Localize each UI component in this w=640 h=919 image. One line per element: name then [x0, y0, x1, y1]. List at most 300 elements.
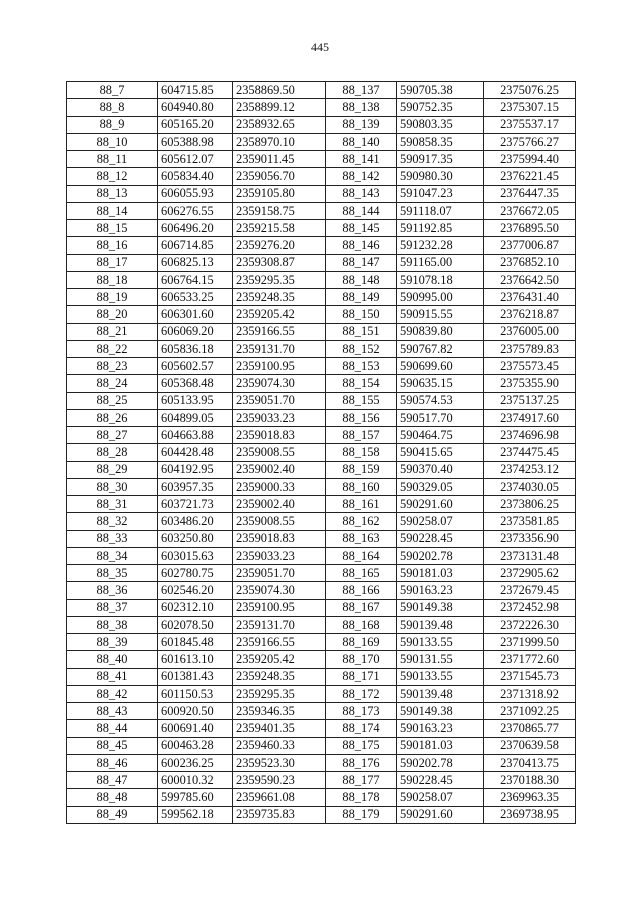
- table-row: [67, 496, 576, 513]
- point-id-cell: 88_166: [326, 582, 397, 599]
- y-coordinate-cell: 2376672.05: [484, 202, 576, 219]
- x-coordinate-cell: 605602.57: [158, 358, 233, 375]
- y-coordinate-cell: 2370639.58: [484, 737, 576, 754]
- point-id-cell: 88_152: [326, 340, 397, 357]
- table-row: [67, 375, 576, 392]
- x-coordinate-cell: 601613.10: [158, 651, 233, 668]
- y-coordinate-cell: 2359735.83: [233, 806, 326, 823]
- point-id-cell: 88_147: [326, 254, 397, 271]
- x-coordinate-cell: 590258.07: [397, 513, 484, 530]
- y-coordinate-cell: 2375307.15: [484, 99, 576, 116]
- y-coordinate-cell: 2374475.45: [484, 444, 576, 461]
- y-coordinate-cell: 2358970.10: [233, 133, 326, 150]
- point-id-cell: 88_176: [326, 754, 397, 771]
- table-row: [67, 685, 576, 702]
- y-coordinate-cell: 2377006.87: [484, 237, 576, 254]
- x-coordinate-cell: 603250.80: [158, 530, 233, 547]
- x-coordinate-cell: 601381.43: [158, 668, 233, 685]
- y-coordinate-cell: 2359295.35: [233, 271, 326, 288]
- point-id-cell: 88_11: [67, 151, 158, 168]
- y-coordinate-cell: 2372679.45: [484, 582, 576, 599]
- y-coordinate-cell: 2359008.55: [233, 444, 326, 461]
- y-coordinate-cell: 2376221.45: [484, 168, 576, 185]
- x-coordinate-cell: 590139.48: [397, 685, 484, 702]
- x-coordinate-cell: 590574.53: [397, 392, 484, 409]
- y-coordinate-cell: 2359523.30: [233, 754, 326, 771]
- y-coordinate-cell: 2374917.60: [484, 409, 576, 426]
- point-id-cell: 88_148: [326, 271, 397, 288]
- table-row: [67, 220, 576, 237]
- point-id-cell: 88_154: [326, 375, 397, 392]
- point-id-cell: 88_14: [67, 202, 158, 219]
- point-id-cell: 88_20: [67, 306, 158, 323]
- y-coordinate-cell: 2359105.80: [233, 185, 326, 202]
- table-row: [67, 547, 576, 564]
- point-id-cell: 88_169: [326, 634, 397, 651]
- x-coordinate-cell: 590415.65: [397, 444, 484, 461]
- y-coordinate-cell: 2359346.35: [233, 703, 326, 720]
- table-row: [67, 513, 576, 530]
- x-coordinate-cell: 590181.03: [397, 565, 484, 582]
- y-coordinate-cell: 2359033.23: [233, 547, 326, 564]
- x-coordinate-cell: 590149.38: [397, 703, 484, 720]
- table-row: [67, 116, 576, 133]
- y-coordinate-cell: 2375076.25: [484, 82, 576, 99]
- x-coordinate-cell: 590517.70: [397, 409, 484, 426]
- point-id-cell: 88_44: [67, 720, 158, 737]
- x-coordinate-cell: 590329.05: [397, 478, 484, 495]
- table-row: [67, 789, 576, 806]
- x-coordinate-cell: 590635.15: [397, 375, 484, 392]
- table-row: [67, 651, 576, 668]
- point-id-cell: 88_37: [67, 599, 158, 616]
- table-row: [67, 754, 576, 771]
- table-row: [67, 151, 576, 168]
- point-id-cell: 88_22: [67, 340, 158, 357]
- point-id-cell: 88_17: [67, 254, 158, 271]
- point-id-cell: 88_172: [326, 685, 397, 702]
- y-coordinate-cell: 2359011.45: [233, 151, 326, 168]
- x-coordinate-cell: 604715.85: [158, 82, 233, 99]
- x-coordinate-cell: 603721.73: [158, 496, 233, 513]
- point-id-cell: 88_46: [67, 754, 158, 771]
- y-coordinate-cell: 2359100.95: [233, 599, 326, 616]
- y-coordinate-cell: 2358932.65: [233, 116, 326, 133]
- y-coordinate-cell: 2369963.35: [484, 789, 576, 806]
- point-id-cell: 88_153: [326, 358, 397, 375]
- point-id-cell: 88_162: [326, 513, 397, 530]
- y-coordinate-cell: 2371318.92: [484, 685, 576, 702]
- x-coordinate-cell: 600236.25: [158, 754, 233, 771]
- x-coordinate-cell: 590291.60: [397, 496, 484, 513]
- point-id-cell: 88_150: [326, 306, 397, 323]
- x-coordinate-cell: 590291.60: [397, 806, 484, 823]
- x-coordinate-cell: 600691.40: [158, 720, 233, 737]
- point-id-cell: 88_41: [67, 668, 158, 685]
- y-coordinate-cell: 2359248.35: [233, 289, 326, 306]
- point-id-cell: 88_155: [326, 392, 397, 409]
- y-coordinate-cell: 2376431.40: [484, 289, 576, 306]
- point-id-cell: 88_145: [326, 220, 397, 237]
- x-coordinate-cell: 591047.23: [397, 185, 484, 202]
- table-row: [67, 444, 576, 461]
- point-id-cell: 88_161: [326, 496, 397, 513]
- y-coordinate-cell: 2376005.00: [484, 323, 576, 340]
- x-coordinate-cell: 604940.80: [158, 99, 233, 116]
- x-coordinate-cell: 605165.20: [158, 116, 233, 133]
- point-id-cell: 88_34: [67, 547, 158, 564]
- x-coordinate-cell: 590915.55: [397, 306, 484, 323]
- table-row: [67, 306, 576, 323]
- point-id-cell: 88_21: [67, 323, 158, 340]
- y-coordinate-cell: 2370865.77: [484, 720, 576, 737]
- y-coordinate-cell: 2375355.90: [484, 375, 576, 392]
- table-row: [67, 616, 576, 633]
- point-id-cell: 88_160: [326, 478, 397, 495]
- x-coordinate-cell: 602078.50: [158, 616, 233, 633]
- point-id-cell: 88_9: [67, 116, 158, 133]
- y-coordinate-cell: 2374030.05: [484, 478, 576, 495]
- x-coordinate-cell: 601150.53: [158, 685, 233, 702]
- x-coordinate-cell: 590202.78: [397, 547, 484, 564]
- y-coordinate-cell: 2373581.85: [484, 513, 576, 530]
- y-coordinate-cell: 2373131.48: [484, 547, 576, 564]
- y-coordinate-cell: 2372452.98: [484, 599, 576, 616]
- point-id-cell: 88_165: [326, 565, 397, 582]
- x-coordinate-cell: 604899.05: [158, 409, 233, 426]
- x-coordinate-cell: 606496.20: [158, 220, 233, 237]
- x-coordinate-cell: 606301.60: [158, 306, 233, 323]
- x-coordinate-cell: 600463.28: [158, 737, 233, 754]
- table-row: [67, 202, 576, 219]
- x-coordinate-cell: 603957.35: [158, 478, 233, 495]
- x-coordinate-cell: 601845.48: [158, 634, 233, 651]
- x-coordinate-cell: 590163.23: [397, 720, 484, 737]
- x-coordinate-cell: 603015.63: [158, 547, 233, 564]
- y-coordinate-cell: 2359661.08: [233, 789, 326, 806]
- x-coordinate-cell: 590705.38: [397, 82, 484, 99]
- coordinates-table: [66, 81, 576, 824]
- x-coordinate-cell: 590464.75: [397, 427, 484, 444]
- y-coordinate-cell: 2359033.23: [233, 409, 326, 426]
- point-id-cell: 88_16: [67, 237, 158, 254]
- table-row: [67, 478, 576, 495]
- table-row: [67, 340, 576, 357]
- point-id-cell: 88_33: [67, 530, 158, 547]
- y-coordinate-cell: 2375789.83: [484, 340, 576, 357]
- y-coordinate-cell: 2370188.30: [484, 772, 576, 789]
- x-coordinate-cell: 600010.32: [158, 772, 233, 789]
- point-id-cell: 88_18: [67, 271, 158, 288]
- y-coordinate-cell: 2376852.10: [484, 254, 576, 271]
- table-row: [67, 668, 576, 685]
- point-id-cell: 88_178: [326, 789, 397, 806]
- x-coordinate-cell: 590133.55: [397, 668, 484, 685]
- x-coordinate-cell: 602546.20: [158, 582, 233, 599]
- y-coordinate-cell: 2359051.70: [233, 565, 326, 582]
- y-coordinate-cell: 2359205.42: [233, 306, 326, 323]
- y-coordinate-cell: 2359158.75: [233, 202, 326, 219]
- point-id-cell: 88_45: [67, 737, 158, 754]
- y-coordinate-cell: 2370413.75: [484, 754, 576, 771]
- point-id-cell: 88_149: [326, 289, 397, 306]
- point-id-cell: 88_170: [326, 651, 397, 668]
- point-id-cell: 88_140: [326, 133, 397, 150]
- point-id-cell: 88_27: [67, 427, 158, 444]
- table-row: [67, 772, 576, 789]
- y-coordinate-cell: 2359590.23: [233, 772, 326, 789]
- table-row: [67, 599, 576, 616]
- point-id-cell: 88_177: [326, 772, 397, 789]
- y-coordinate-cell: 2376895.50: [484, 220, 576, 237]
- x-coordinate-cell: 590258.07: [397, 789, 484, 806]
- x-coordinate-cell: 590370.40: [397, 461, 484, 478]
- y-coordinate-cell: 2358869.50: [233, 82, 326, 99]
- table-row: [67, 358, 576, 375]
- table-row: [67, 582, 576, 599]
- x-coordinate-cell: 605388.98: [158, 133, 233, 150]
- point-id-cell: 88_142: [326, 168, 397, 185]
- x-coordinate-cell: 590858.35: [397, 133, 484, 150]
- table-row: [67, 634, 576, 651]
- y-coordinate-cell: 2359166.55: [233, 323, 326, 340]
- x-coordinate-cell: 590980.30: [397, 168, 484, 185]
- table-row: [67, 99, 576, 116]
- y-coordinate-cell: 2359276.20: [233, 237, 326, 254]
- point-id-cell: 88_28: [67, 444, 158, 461]
- point-id-cell: 88_32: [67, 513, 158, 530]
- point-id-cell: 88_49: [67, 806, 158, 823]
- table-row: [67, 271, 576, 288]
- point-id-cell: 88_40: [67, 651, 158, 668]
- x-coordinate-cell: 606714.85: [158, 237, 233, 254]
- y-coordinate-cell: 2359131.70: [233, 616, 326, 633]
- table-row: [67, 806, 576, 823]
- x-coordinate-cell: 590181.03: [397, 737, 484, 754]
- point-id-cell: 88_10: [67, 133, 158, 150]
- table-row: [67, 461, 576, 478]
- y-coordinate-cell: 2359074.30: [233, 375, 326, 392]
- x-coordinate-cell: 605836.18: [158, 340, 233, 357]
- y-coordinate-cell: 2371545.73: [484, 668, 576, 685]
- y-coordinate-cell: 2371092.25: [484, 703, 576, 720]
- x-coordinate-cell: 590228.45: [397, 772, 484, 789]
- point-id-cell: 88_29: [67, 461, 158, 478]
- x-coordinate-cell: 605612.07: [158, 151, 233, 168]
- point-id-cell: 88_31: [67, 496, 158, 513]
- y-coordinate-cell: 2359401.35: [233, 720, 326, 737]
- point-id-cell: 88_24: [67, 375, 158, 392]
- y-coordinate-cell: 2374253.12: [484, 461, 576, 478]
- point-id-cell: 88_39: [67, 634, 158, 651]
- table-row: [67, 737, 576, 754]
- point-id-cell: 88_141: [326, 151, 397, 168]
- page-number: 445: [311, 40, 329, 54]
- x-coordinate-cell: 591078.18: [397, 271, 484, 288]
- x-coordinate-cell: 591192.85: [397, 220, 484, 237]
- point-id-cell: 88_143: [326, 185, 397, 202]
- y-coordinate-cell: 2376642.50: [484, 271, 576, 288]
- point-id-cell: 88_47: [67, 772, 158, 789]
- y-coordinate-cell: 2359215.58: [233, 220, 326, 237]
- table-row: [67, 133, 576, 150]
- y-coordinate-cell: 2371999.50: [484, 634, 576, 651]
- y-coordinate-cell: 2359295.35: [233, 685, 326, 702]
- x-coordinate-cell: 590133.55: [397, 634, 484, 651]
- y-coordinate-cell: 2359056.70: [233, 168, 326, 185]
- x-coordinate-cell: 590228.45: [397, 530, 484, 547]
- x-coordinate-cell: 590202.78: [397, 754, 484, 771]
- table-row: [67, 720, 576, 737]
- table-row: [67, 427, 576, 444]
- y-coordinate-cell: 2359051.70: [233, 392, 326, 409]
- point-id-cell: 88_42: [67, 685, 158, 702]
- point-id-cell: 88_167: [326, 599, 397, 616]
- x-coordinate-cell: 603486.20: [158, 513, 233, 530]
- point-id-cell: 88_35: [67, 565, 158, 582]
- point-id-cell: 88_43: [67, 703, 158, 720]
- table-row: [67, 530, 576, 547]
- y-coordinate-cell: 2359008.55: [233, 513, 326, 530]
- x-coordinate-cell: 606825.13: [158, 254, 233, 271]
- x-coordinate-cell: 606055.93: [158, 185, 233, 202]
- y-coordinate-cell: 2369738.95: [484, 806, 576, 823]
- y-coordinate-cell: 2372226.30: [484, 616, 576, 633]
- point-id-cell: 88_36: [67, 582, 158, 599]
- point-id-cell: 88_163: [326, 530, 397, 547]
- y-coordinate-cell: 2359000.33: [233, 478, 326, 495]
- table-row: [67, 168, 576, 185]
- y-coordinate-cell: 2359205.42: [233, 651, 326, 668]
- x-coordinate-cell: 602780.75: [158, 565, 233, 582]
- x-coordinate-cell: 605834.40: [158, 168, 233, 185]
- point-id-cell: 88_38: [67, 616, 158, 633]
- y-coordinate-cell: 2359018.83: [233, 427, 326, 444]
- y-coordinate-cell: 2376218.87: [484, 306, 576, 323]
- y-coordinate-cell: 2375994.40: [484, 151, 576, 168]
- x-coordinate-cell: 605133.95: [158, 392, 233, 409]
- x-coordinate-cell: 599562.18: [158, 806, 233, 823]
- point-id-cell: 88_137: [326, 82, 397, 99]
- point-id-cell: 88_25: [67, 392, 158, 409]
- point-id-cell: 88_164: [326, 547, 397, 564]
- point-id-cell: 88_30: [67, 478, 158, 495]
- point-id-cell: 88_146: [326, 237, 397, 254]
- table-row: [67, 392, 576, 409]
- point-id-cell: 88_158: [326, 444, 397, 461]
- table-row: [67, 82, 576, 99]
- point-id-cell: 88_171: [326, 668, 397, 685]
- point-id-cell: 88_7: [67, 82, 158, 99]
- y-coordinate-cell: 2375137.25: [484, 392, 576, 409]
- x-coordinate-cell: 590699.60: [397, 358, 484, 375]
- x-coordinate-cell: 602312.10: [158, 599, 233, 616]
- y-coordinate-cell: 2359018.83: [233, 530, 326, 547]
- point-id-cell: 88_179: [326, 806, 397, 823]
- point-id-cell: 88_138: [326, 99, 397, 116]
- x-coordinate-cell: 591232.28: [397, 237, 484, 254]
- table-row: [67, 289, 576, 306]
- point-id-cell: 88_13: [67, 185, 158, 202]
- x-coordinate-cell: 590752.35: [397, 99, 484, 116]
- y-coordinate-cell: 2375537.17: [484, 116, 576, 133]
- x-coordinate-cell: 590839.80: [397, 323, 484, 340]
- point-id-cell: 88_144: [326, 202, 397, 219]
- x-coordinate-cell: 590767.82: [397, 340, 484, 357]
- y-coordinate-cell: 2359100.95: [233, 358, 326, 375]
- x-coordinate-cell: 599785.60: [158, 789, 233, 806]
- x-coordinate-cell: 604192.95: [158, 461, 233, 478]
- x-coordinate-cell: 604428.48: [158, 444, 233, 461]
- y-coordinate-cell: 2359248.35: [233, 668, 326, 685]
- point-id-cell: 88_157: [326, 427, 397, 444]
- y-coordinate-cell: 2359460.33: [233, 737, 326, 754]
- table-row: [67, 185, 576, 202]
- table-row: [67, 323, 576, 340]
- x-coordinate-cell: 606533.25: [158, 289, 233, 306]
- x-coordinate-cell: 590163.23: [397, 582, 484, 599]
- table-row: [67, 254, 576, 271]
- x-coordinate-cell: 590131.55: [397, 651, 484, 668]
- x-coordinate-cell: 590995.00: [397, 289, 484, 306]
- y-coordinate-cell: 2375573.45: [484, 358, 576, 375]
- x-coordinate-cell: 606276.55: [158, 202, 233, 219]
- point-id-cell: 88_19: [67, 289, 158, 306]
- x-coordinate-cell: 606069.20: [158, 323, 233, 340]
- table-row: [67, 237, 576, 254]
- point-id-cell: 88_8: [67, 99, 158, 116]
- point-id-cell: 88_139: [326, 116, 397, 133]
- point-id-cell: 88_159: [326, 461, 397, 478]
- y-coordinate-cell: 2359131.70: [233, 340, 326, 357]
- point-id-cell: 88_23: [67, 358, 158, 375]
- point-id-cell: 88_168: [326, 616, 397, 633]
- y-coordinate-cell: 2359002.40: [233, 461, 326, 478]
- point-id-cell: 88_15: [67, 220, 158, 237]
- x-coordinate-cell: 590149.38: [397, 599, 484, 616]
- y-coordinate-cell: 2358899.12: [233, 99, 326, 116]
- y-coordinate-cell: 2359166.55: [233, 634, 326, 651]
- point-id-cell: 88_12: [67, 168, 158, 185]
- point-id-cell: 88_173: [326, 703, 397, 720]
- x-coordinate-cell: 600920.50: [158, 703, 233, 720]
- y-coordinate-cell: 2372905.62: [484, 565, 576, 582]
- table-row: [67, 565, 576, 582]
- table-row: [67, 703, 576, 720]
- point-id-cell: 88_26: [67, 409, 158, 426]
- point-id-cell: 88_156: [326, 409, 397, 426]
- y-coordinate-cell: 2359002.40: [233, 496, 326, 513]
- y-coordinate-cell: 2373806.25: [484, 496, 576, 513]
- x-coordinate-cell: 605368.48: [158, 375, 233, 392]
- y-coordinate-cell: 2359074.30: [233, 582, 326, 599]
- x-coordinate-cell: 591118.07: [397, 202, 484, 219]
- y-coordinate-cell: 2373356.90: [484, 530, 576, 547]
- y-coordinate-cell: 2376447.35: [484, 185, 576, 202]
- y-coordinate-cell: 2375766.27: [484, 133, 576, 150]
- point-id-cell: 88_175: [326, 737, 397, 754]
- point-id-cell: 88_151: [326, 323, 397, 340]
- point-id-cell: 88_48: [67, 789, 158, 806]
- x-coordinate-cell: 590139.48: [397, 616, 484, 633]
- table-row: [67, 409, 576, 426]
- x-coordinate-cell: 606764.15: [158, 271, 233, 288]
- y-coordinate-cell: 2371772.60: [484, 651, 576, 668]
- x-coordinate-cell: 590803.35: [397, 116, 484, 133]
- x-coordinate-cell: 590917.35: [397, 151, 484, 168]
- y-coordinate-cell: 2374696.98: [484, 427, 576, 444]
- x-coordinate-cell: 591165.00: [397, 254, 484, 271]
